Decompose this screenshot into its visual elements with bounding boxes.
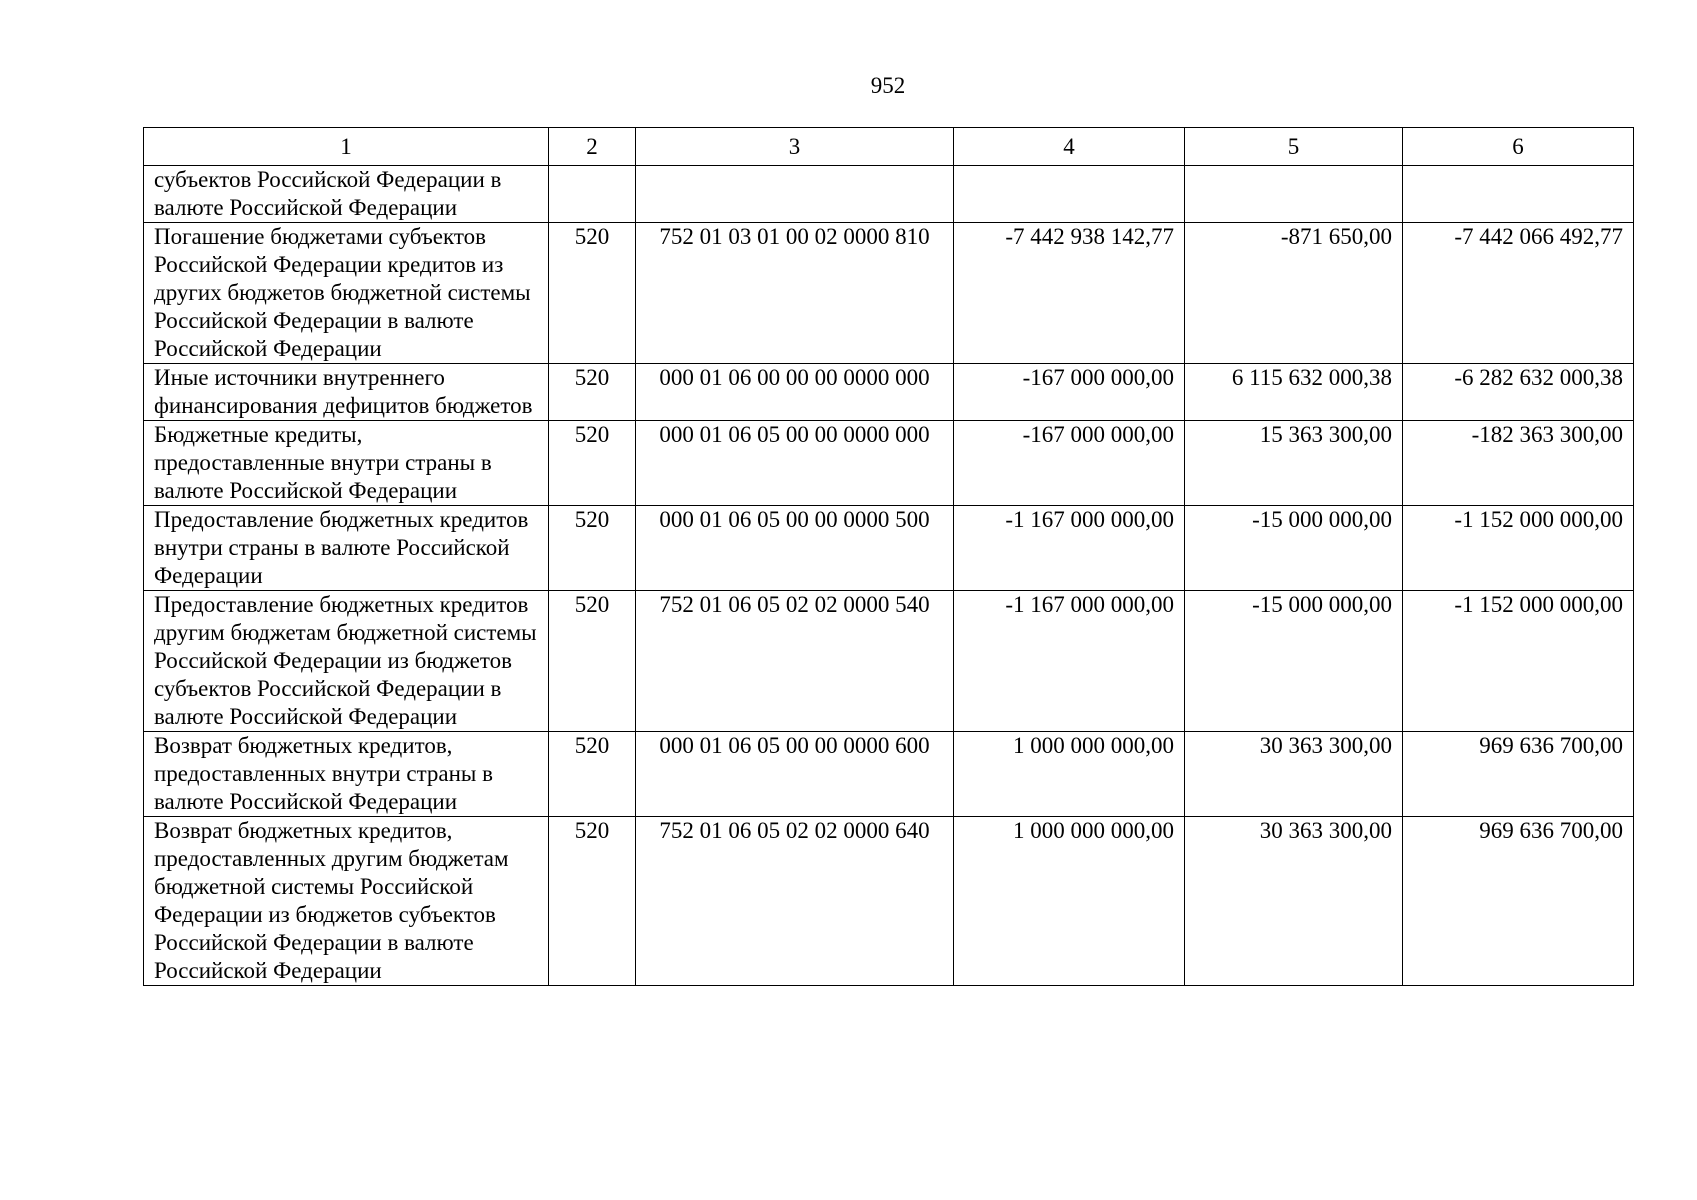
value-cell-col4: 1 000 000 000,00 xyxy=(954,817,1185,986)
table-row xyxy=(144,223,1634,364)
column-header: 5 xyxy=(1185,128,1403,166)
value-cell-col5: -871 650,00 xyxy=(1185,223,1403,364)
value-cell-col6: 969 636 700,00 xyxy=(1403,732,1634,817)
value-cell-col4: 1 000 000 000,00 xyxy=(954,732,1185,817)
table-row xyxy=(144,421,1634,506)
line-code-cell: 520 xyxy=(549,223,636,364)
value-cell-col4 xyxy=(954,166,1185,223)
table-row xyxy=(144,166,1634,223)
value-cell-col5: 30 363 300,00 xyxy=(1185,732,1403,817)
line-code-cell: 520 xyxy=(549,506,636,591)
line-code-cell: 520 xyxy=(549,591,636,732)
value-cell-col5 xyxy=(1185,166,1403,223)
value-cell-col5: -15 000 000,00 xyxy=(1185,591,1403,732)
value-cell-col6: -7 442 066 492,77 xyxy=(1403,223,1634,364)
value-cell-col4: -1 167 000 000,00 xyxy=(954,506,1185,591)
budget-code-cell xyxy=(636,166,954,223)
row-name-cell: Возврат бюджетных кредитов, предоставленных внутри страны в валюте Российской Федерации xyxy=(144,732,549,817)
line-code-cell xyxy=(549,166,636,223)
row-name-cell: субъектов Российской Федерации в валюте Российской Федерации xyxy=(144,166,549,223)
table-row xyxy=(144,732,1634,817)
value-cell-col5: 15 363 300,00 xyxy=(1185,421,1403,506)
table-row xyxy=(144,364,1634,421)
table-row xyxy=(144,591,1634,732)
value-cell-col5: 6 115 632 000,38 xyxy=(1185,364,1403,421)
budget-code-cell: 752 01 06 05 02 02 0000 640 xyxy=(636,817,954,986)
budget-code-cell: 000 01 06 00 00 00 0000 000 xyxy=(636,364,954,421)
line-code-cell: 520 xyxy=(549,732,636,817)
line-code-cell: 520 xyxy=(549,421,636,506)
page-number: 952 xyxy=(870,73,906,98)
value-cell-col4: -7 442 938 142,77 xyxy=(954,223,1185,364)
value-cell-col6: -1 152 000 000,00 xyxy=(1403,591,1634,732)
budget-code-cell: 000 01 06 05 00 00 0000 000 xyxy=(636,421,954,506)
table-row xyxy=(144,817,1634,986)
value-cell-col6: -6 282 632 000,38 xyxy=(1403,364,1634,421)
value-cell-col6: 969 636 700,00 xyxy=(1403,817,1634,986)
row-name-cell: Бюджетные кредиты, предоставленные внутри страны в валюте Российской Федерации xyxy=(144,421,549,506)
value-cell-col4: -1 167 000 000,00 xyxy=(954,591,1185,732)
value-cell-col6 xyxy=(1403,166,1634,223)
row-name-cell: Погашение бюджетами субъектов Российской Федерации кредитов из других бюджетов бюджетной системы Российской Федерации в валюте Российской Федерации xyxy=(144,223,549,364)
column-header: 6 xyxy=(1403,128,1634,166)
value-cell-col6: -182 363 300,00 xyxy=(1403,421,1634,506)
row-name-cell: Предоставление бюджетных кредитов внутри страны в валюте Российской Федерации xyxy=(144,506,549,591)
row-name-cell: Возврат бюджетных кредитов, предоставленных другим бюджетам бюджетной системы Российской Федерации из бюджетов субъектов Российской Федерации в валюте Российской Федерации xyxy=(144,817,549,986)
table-row xyxy=(144,506,1634,591)
budget-code-cell: 000 01 06 05 00 00 0000 600 xyxy=(636,732,954,817)
budget-code-cell: 000 01 06 05 00 00 0000 500 xyxy=(636,506,954,591)
line-code-cell: 520 xyxy=(549,364,636,421)
column-header: 1 xyxy=(144,128,549,166)
row-name-cell: Иные источники внутреннего финансирования дефицитов бюджетов xyxy=(144,364,549,421)
column-header: 4 xyxy=(954,128,1185,166)
budget-code-cell: 752 01 06 05 02 02 0000 540 xyxy=(636,591,954,732)
header-row xyxy=(144,128,1634,166)
budget-code-cell: 752 01 03 01 00 02 0000 810 xyxy=(636,223,954,364)
value-cell-col4: -167 000 000,00 xyxy=(954,421,1185,506)
value-cell-col5: -15 000 000,00 xyxy=(1185,506,1403,591)
column-header: 2 xyxy=(549,128,636,166)
line-code-cell: 520 xyxy=(549,817,636,986)
budget-sources-table xyxy=(143,127,1634,986)
value-cell-col5: 30 363 300,00 xyxy=(1185,817,1403,986)
value-cell-col6: -1 152 000 000,00 xyxy=(1403,506,1634,591)
value-cell-col4: -167 000 000,00 xyxy=(954,364,1185,421)
row-name-cell: Предоставление бюджетных кредитов другим бюджетам бюджетной системы Российской Федерации из бюджетов субъектов Российской Федерации в валюте Российской Федерации xyxy=(144,591,549,732)
column-header: 3 xyxy=(636,128,954,166)
